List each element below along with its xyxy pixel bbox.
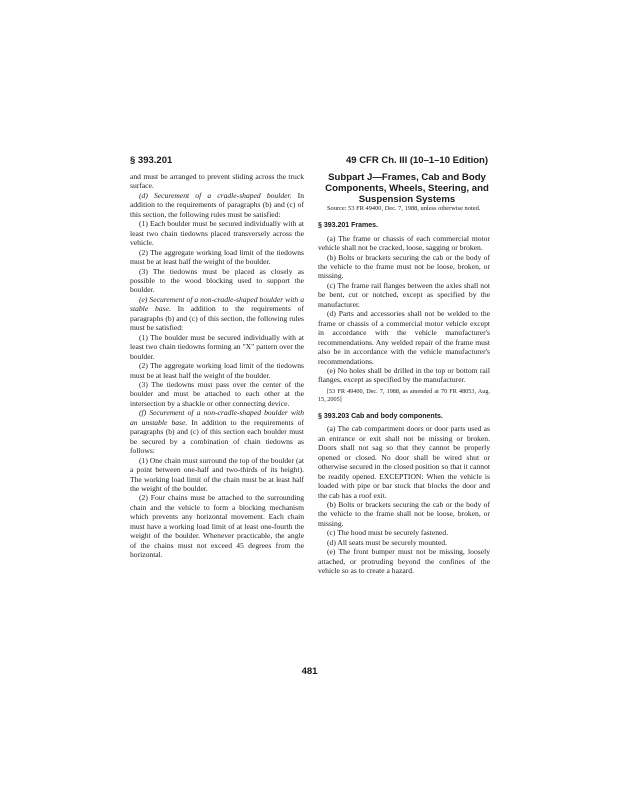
section-201-citation: [53 FR 49400, Dec. 7, 1988, as amended at 70 FR 48053, Aug. 15, 2005]	[318, 387, 490, 403]
paragraph-f1: (1) One chain must surround the top of the boulder (at a point between one-half and two-thirds of its height). The working load limit of the chain must be at least half the weight of the boulder.	[130, 455, 304, 493]
running-header-right: 49 CFR Ch. III (10–1–10 Edition)	[345, 155, 488, 166]
paragraph-d3: (3) The tiedowns must be placed as closely as possible to the wood blocking used to support the boulder.	[130, 266, 304, 295]
paragraph-d2: (2) The aggregate working load limit of the tiedowns must be at least half the weight of the boulder.	[130, 247, 304, 267]
paragraph-f	[130, 408, 304, 455]
paragraph-d1: (1) Each boulder must be secured individually with at least two chain tiedowns placed transversely across the vehicle.	[130, 219, 304, 248]
paragraph-e1: (1) The boulder must be secured individually with at least two chain tiedowns forming an "X" pattern over the boulder.	[130, 332, 304, 361]
source-note: Source: 53 FR 49400, Dec. 7, 1988, unless otherwise noted.	[327, 205, 481, 212]
section-203-a: (a) The cab compartment doors or door parts used as an entrance or exit shall not be missing or broken. Doors shall not sag so that they cannot be properly opened or closed. No door shall be wired shut or otherwise secured in the closed position so that it cannot be readily opened. EXCEPTION: When the vehicle is loaded with pipe or bar stock that blocks the door and the cab has a roof exit.	[318, 424, 490, 500]
paragraph-f-text: In addition to the requirements of paragraphs (b) and (c) of this section each boulder must be secured by a combination of chain tiedowns as follows:	[130, 417, 304, 456]
paragraph-e2: (2) The aggregate working load limit of the tiedowns must be at least half the weight of the boulder.	[130, 361, 304, 380]
paragraph-e-text: In addition to the requirements of paragraphs (b) and (c) of this section, the following rules must be satisfied:	[130, 304, 304, 333]
paragraph-f-heading: (f) Securement of a non-cradle-shaped boulder with an unstable base.	[130, 408, 304, 427]
subpart-title: Subpart J—Frames, Cab and Body Components, Wheels, Steering, and Suspension Systems	[325, 172, 489, 205]
section-201-a: (a) The frame or chassis of each commercial motor vehicle shall not be cracked, loose, sagging or broken.	[318, 233, 490, 253]
paragraph-continued: and must be arranged to prevent sliding across the truck surface.	[130, 172, 304, 191]
section-203-d: (d) All seats must be securely mounted.	[327, 537, 447, 547]
section-203-e: (e) The front bumper must not be missing, loosely attached, or protruding beyond the confines of the vehicle so as to create a hazard.	[318, 547, 490, 576]
paragraph-f2: (2) Four chains must be attached to the surrounding chain and the vehicle to form a blocking mechanism which prevents any horizontal movement. Each chain must have a working load limit of at least one-fourth the weight of the boulder. Whenever practicable, the angle of the chains must not exceed 45 degrees from the horizontal.	[130, 493, 304, 560]
page-number: 481	[301, 666, 318, 677]
left-column	[130, 172, 304, 560]
section-201-d: (d) Parts and accessories shall not be welded to the frame or chassis of a commercial motor vehicle except in accordance with the vehicle manufacturer's recommendations. Any welded repair of the frame must also be in accordance with the vehicle manufacturer's recommendations.	[318, 309, 490, 366]
paragraph-e3: (3) The tiedowns must pass over the center of the boulder and must be attached to each other at the intersection by a shackle or other connecting device.	[130, 379, 304, 408]
right-column	[318, 172, 490, 576]
paragraph-d	[130, 191, 304, 219]
section-201-b: (b) Bolts or brackets securing the cab or the body of the vehicle to the frame must not be loose, broken, or missing.	[318, 252, 490, 281]
paragraph-e	[130, 295, 304, 333]
section-201-heading: § 393.201 Frames.	[318, 222, 378, 230]
section-header-left: § 393.201	[130, 155, 173, 166]
section-203-b: (b) Bolts or brackets securing the cab or the body of the vehicle to the frame shall not be loose, broken, or missing.	[318, 499, 490, 528]
section-203-heading: § 393.203 Cab and body components.	[318, 412, 443, 420]
section-201-e: (e) No holes shall be drilled in the top or bottom rail flanges, except as specified by the manufacturer.	[318, 366, 490, 385]
section-201-c: (c) The frame rail flanges between the axles shall not be bent, cut or notched, except as specified by the manufacturer.	[318, 280, 490, 309]
section-203-c: (c) The hood must be securely fastened.	[327, 528, 449, 538]
paragraph-d-text: In addition to the requirements of paragraphs (b) and (c) of this section, the following rules must be satisfied:	[130, 190, 304, 219]
paragraph-d-heading: (d) Securement of a cradle-shaped boulder.	[139, 190, 292, 200]
paragraph-e-heading: (e) Securement of a non-cradle-shaped boulder with a stable base.	[130, 294, 304, 314]
